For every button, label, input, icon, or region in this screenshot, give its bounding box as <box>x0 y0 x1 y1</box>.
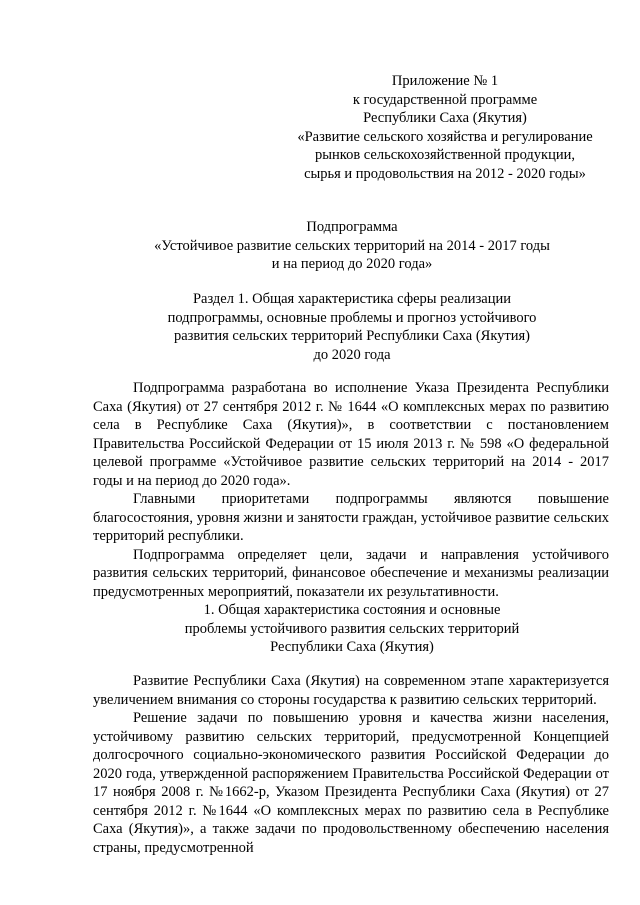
appendix-line: «Развитие сельского хозяйства и регулирование <box>297 128 593 145</box>
section-heading-line: Раздел 1. Общая характеристика сферы реализации <box>192 291 512 307</box>
subsection-heading-line: Республики Саха (Якутия) <box>270 639 434 655</box>
body-paragraph: Подпрограмма разработана во исполнение Указа Президента Республики Саха (Якутия) от 27 сентября 2012 г. № 1644 «О комплексных мерах по развитию села в Республике Саха (Якутия)», в соответствии с постановлением Правительства Российской Федерации от 15 июля 2013 г. № 598 «О федеральной целевой программе «Устойчивое развитие сельских территорий на 2014 - 2017 годы и на период до 2020 года». <box>93 380 609 489</box>
body-paragraph: Решение задачи по повышению уровня и качества жизни населения, устойчивому развитию сельских территорий, предусмотренной Концепцией долгосрочного социально-экономического развития Российской Федерации до 2020 года, утвержденной распоряжением Правительства Российской Федерации от 17 ноября 2008 г. №1662-р, Указом Президента Республики Саха (Якутия) от 27 сентября 2012 г. №1644 «О комплексных мерах по развитию села в Республике Саха (Якутия)», а также задачи по продовольственному обеспечению населения страны, предусмотренной <box>93 710 609 856</box>
subsection-heading-line: проблемы устойчивого развития сельских территорий <box>184 620 520 637</box>
appendix-line: Республики Саха (Якутия) <box>363 110 527 126</box>
appendix-header <box>250 72 640 183</box>
appendix-line: Приложение № 1 <box>391 73 499 89</box>
subprogram-title-line: Подпрограмма <box>306 219 398 235</box>
section-1-body <box>93 379 609 601</box>
appendix-line: рынков сельскохозяйственной продукции, <box>315 147 575 163</box>
section-heading-line: подпрограммы, основные проблемы и прогноз устойчивого <box>167 309 537 326</box>
subsection-heading-line: 1. Общая характеристика состояния и основные <box>203 602 501 618</box>
subprogram-title <box>96 218 608 274</box>
appendix-line: сырья и продовольствия на 2012 - 2020 годы» <box>304 165 586 182</box>
section-heading-line: развития сельских территорий Республики Саха (Якутия) <box>173 328 531 344</box>
subprogram-title-line: «Устойчивое развитие сельских территорий на 2014 - 2017 годы <box>154 237 550 254</box>
subsection-1-body <box>93 672 609 857</box>
body-paragraph: Главными приоритетами подпрограммы являются повышение благосостояния, уровня жизни и занятости граждан, устойчивое развитие сельских территорий республики. <box>93 491 609 544</box>
subsection-1-heading <box>96 601 608 657</box>
section-1-heading <box>96 290 608 364</box>
body-paragraph: Подпрограмма определяет цели, задачи и направления устойчивого развития сельских территорий, финансовое обеспечение и механизмы реализации предусмотренных мероприятий, показатели их результативности. <box>93 546 609 600</box>
subprogram-title-line: и на период до 2020 года» <box>271 256 433 272</box>
body-paragraph: Развитие Республики Саха (Якутия) на современном этапе характеризуется увеличением внимания со стороны государства к развитию сельских территорий. <box>93 673 609 708</box>
appendix-line: к государственной программе <box>352 91 538 108</box>
section-heading-line: до 2020 года <box>313 346 391 363</box>
